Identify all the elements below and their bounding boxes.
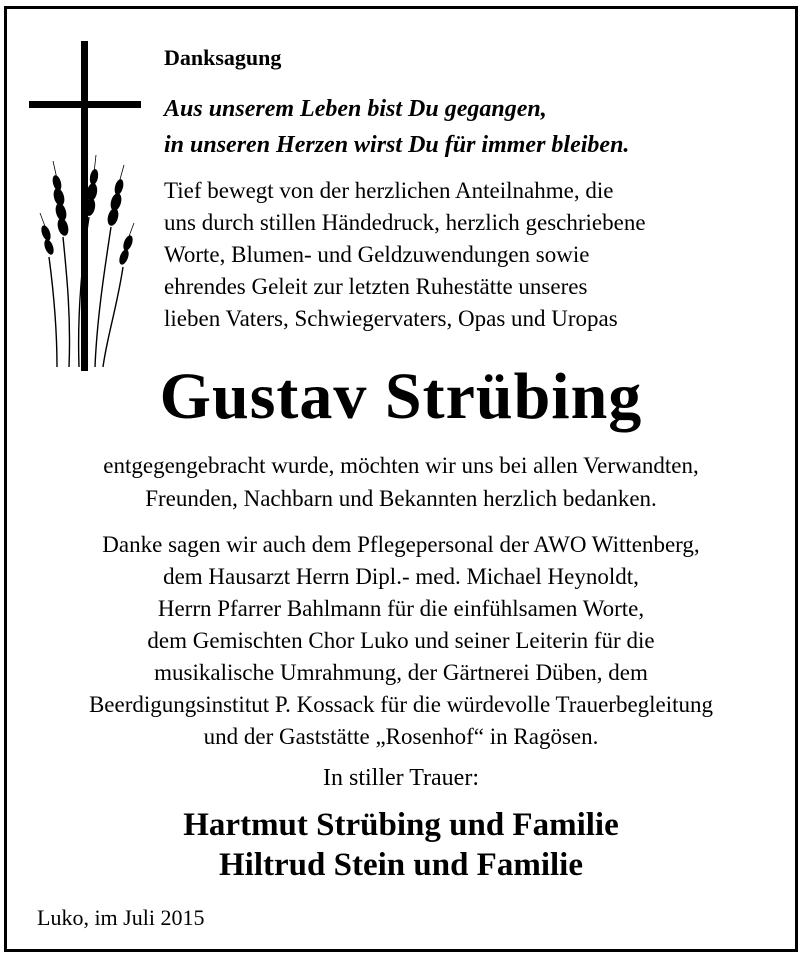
- family-name: Hartmut Strübing und Familie: [183, 807, 619, 843]
- obituary-notice: [4, 6, 798, 952]
- thanks-detail-line: musikalische Umrahmung, der Gärtnerei Düben, dem: [154, 660, 648, 685]
- thanks-text: [7, 449, 795, 515]
- intro-line: Worte, Blumen- und Geldzuwendungen sowie: [164, 242, 590, 267]
- thanks-line: entgegengebracht wurde, möchten wir uns bei allen Verwandten,: [103, 453, 699, 478]
- place-and-date: Luko, im Juli 2015: [37, 905, 205, 930]
- intro-line: uns durch stillen Händedruck, herzlich geschriebene: [164, 210, 646, 235]
- thanks-detail-line: Danke sagen wir auch dem Pflegepersonal der AWO Wittenberg,: [102, 532, 700, 557]
- cross-with-wheat-icon: [27, 37, 147, 377]
- notice-heading: Danksagung: [164, 45, 282, 70]
- motto-line: Aus unserem Leben bist Du gegangen,: [164, 96, 547, 122]
- thanks-line: Freunden, Nachbarn und Bekannten herzlich bedanken.: [145, 486, 657, 511]
- thanks-detail-line: Beerdigungsinstitut P. Kossack für die würdevolle Trauerbegleitung: [88, 692, 714, 717]
- thanks-detail-line: dem Gemischten Chor Luko und seiner Leiterin für die: [147, 628, 655, 653]
- thanks-detail-text: [7, 529, 795, 753]
- mourning-label: In stiller Trauer:: [323, 765, 479, 791]
- family-name: Hiltrud Stein und Familie: [219, 847, 583, 883]
- motto-line: in unseren Herzen wirst Du für immer bleiben.: [164, 132, 630, 158]
- motto: [164, 91, 629, 163]
- deceased-name: Gustav Strübing: [159, 360, 643, 433]
- intro-line: ehrendes Geleit zur letzten Ruhestätte unseres: [164, 274, 588, 299]
- intro-line: lieben Vaters, Schwiegervaters, Opas und Uropas: [164, 306, 618, 331]
- thanks-detail-line: Herrn Pfarrer Bahlmann für die einfühlsamen Worte,: [157, 596, 645, 621]
- intro-text: [164, 175, 646, 335]
- thanks-detail-line: und der Gaststätte „Rosenhof“ in Ragösen.: [203, 724, 599, 749]
- thanks-detail-line: dem Hausarzt Herrn Dipl.- med. Michael Heynoldt,: [163, 564, 639, 589]
- family-signatures: [7, 805, 795, 885]
- intro-line: Tief bewegt von der herzlichen Anteilnahme, die: [164, 178, 614, 203]
